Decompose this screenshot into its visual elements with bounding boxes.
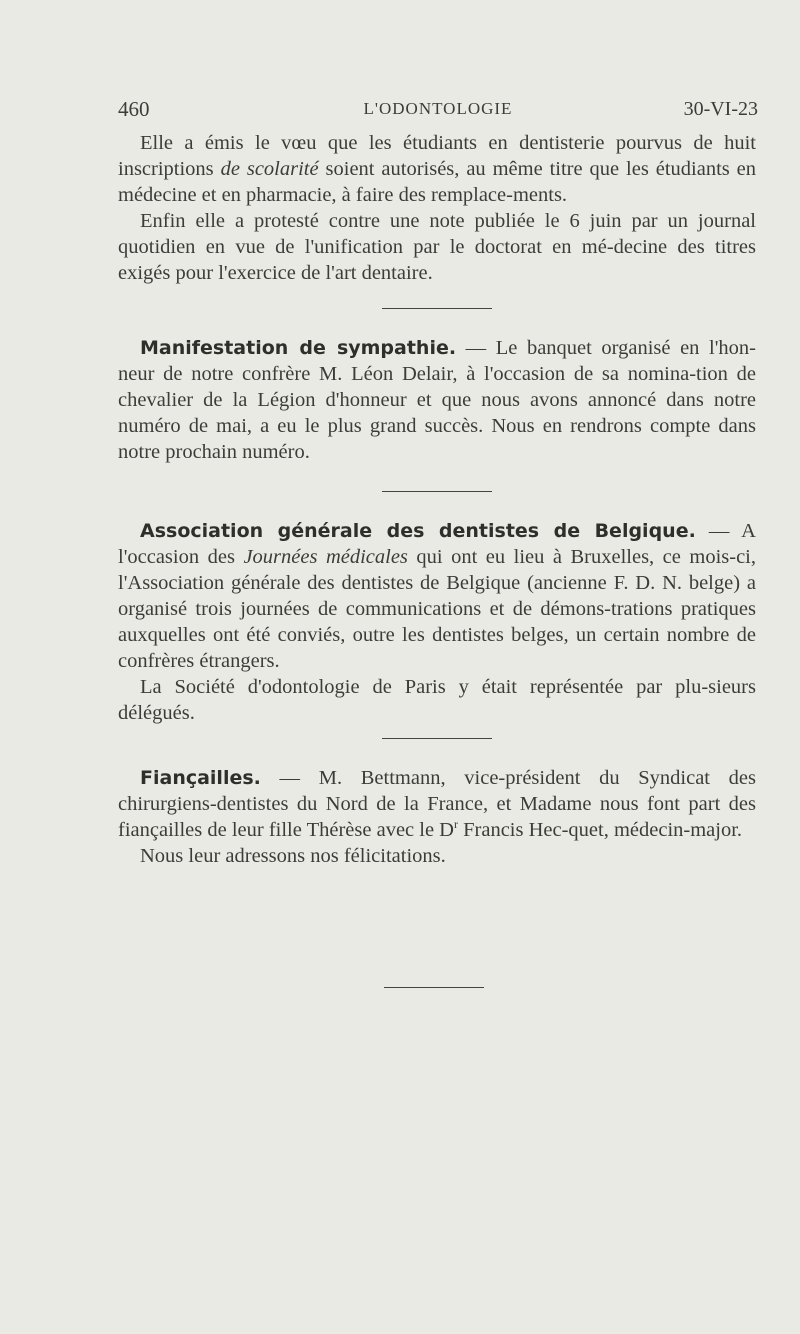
section-text: Francis Hec-quet, médecin-major. xyxy=(458,819,743,841)
section-heading: Association générale des dentistes de Belgique. xyxy=(140,520,696,542)
section-heading: Fiançailles. xyxy=(140,767,261,789)
paragraph-text: Elle a émis le vœu que les étudiants en dentisterie pourvus de huit inscriptions xyxy=(118,132,756,180)
end-divider xyxy=(384,987,484,988)
page-number: 460 xyxy=(118,97,150,121)
paragraph-delegues: La Société d'odontologie de Paris y était représentée par plu-sieurs délégués. xyxy=(118,676,756,724)
section-sympathie xyxy=(118,335,756,465)
section-heading: Manifestation de sympathie. xyxy=(140,337,457,359)
section-text: — Le banquet organisé en l'hon-neur de notre confrère M. Léon Delair, à l'occasion de sa nomina-tion de chevalier de la Légion d'honneur et que nous avons annoncé dans notre numéro de mai, a eu le plus grand succès. Nous en rendrons compte dans notre prochain numéro. xyxy=(118,337,756,463)
paragraph-felicitations: Nous leur adressons nos félicitations. xyxy=(140,845,446,867)
section-fiancailles xyxy=(118,765,756,843)
emphasis-text: Journées médicales xyxy=(243,546,408,568)
section-belgique xyxy=(118,518,756,674)
paragraph-voeu xyxy=(118,130,756,208)
paragraph-text: soient autorisés, au même titre que les étudiants en médecine et en pharmacie, à faire des remplace-ments. xyxy=(118,158,757,206)
section-divider xyxy=(382,738,492,739)
section-text: — M. Bettmann, vice-président du Syndicat des chirurgiens-dentistes du Nord de la France, et Madame nous font part des fiançailles de leur fille Thérèse avec le D xyxy=(118,767,756,841)
paragraph-protest: Enfin elle a protesté contre une note publiée le 6 juin par un journal quotidien en vue de l'unification par le doctorat en mé-decine des titres exigés pour l'exercice de l'art dentaire. xyxy=(118,210,756,284)
section-divider xyxy=(382,308,492,309)
issue-date: 30-VI-23 xyxy=(683,98,758,120)
journal-title: L'ODONTOLOGIE xyxy=(363,99,513,118)
section-text: — A l'occasion des xyxy=(118,520,756,568)
page-header xyxy=(118,96,758,122)
emphasis-text: de scolarité xyxy=(220,158,319,180)
section-text: qui ont eu lieu à Bruxelles, ce mois-ci, l'Association générale des dentistes de Belgique (ancienne F. D. N. belge) a organisé trois journées de communications et de démons-trations pratiques auxquelles ont été conviés, outre les dentistes belges, un certain nombre de confrères étrangers. xyxy=(118,546,756,672)
article-body xyxy=(118,130,756,869)
section-divider xyxy=(382,491,492,492)
superscript: r xyxy=(454,817,458,832)
